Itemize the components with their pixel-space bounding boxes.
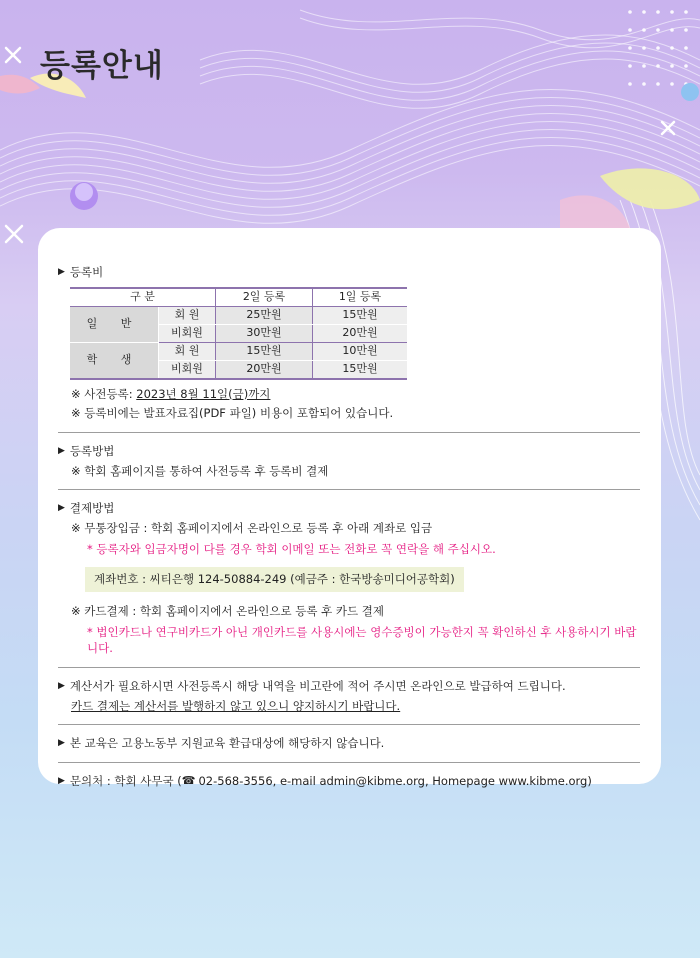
bank-transfer-note: ※ 무통장입금 : 학회 홈페이지에서 온라인으로 등록 후 아래 계좌로 입금 — [71, 521, 433, 536]
fee-heading: 등록비 — [69, 265, 104, 279]
row-type: 비회원 — [159, 324, 216, 342]
triangle-bullet-icon: ▶ — [58, 445, 65, 456]
triangle-bullet-icon: ▶ — [58, 738, 65, 749]
fee-table-header — [70, 288, 407, 307]
row-type: 비회원 — [159, 360, 216, 379]
fee-includes-note: ※ 등록비에는 발표자료집(PDF 파일) 비용이 포함되어 있습니다. — [71, 406, 394, 421]
pre-registration-label: ※ 사전등록: — [71, 386, 137, 401]
card-payment-note: ※ 카드결제 : 학회 홈페이지에서 온라인으로 등록 후 카드 결제 — [71, 604, 385, 619]
account-number-box: 계좌번호 : 씨티은행 124-50884-249 (예금주 : 한국방송미디어공학회) — [85, 567, 464, 592]
price-one-day: 10만원 — [313, 342, 408, 360]
triangle-bullet-icon: ▶ — [58, 503, 65, 514]
triangle-bullet-icon: ▶ — [58, 680, 65, 691]
divider — [58, 762, 640, 763]
education-line — [58, 735, 640, 752]
contact-prefix: 문의처 : 학회 사무국 ( — [69, 774, 182, 789]
price-two-day: 30만원 — [216, 324, 313, 342]
phone-icon: ☎ — [181, 774, 196, 788]
invoice-line — [58, 678, 640, 695]
divider — [58, 489, 640, 490]
page-title: 등록안내 — [40, 48, 164, 84]
fee-section-heading — [58, 264, 640, 281]
price-one-day: 20만원 — [313, 324, 408, 342]
table-row — [70, 306, 407, 324]
price-two-day: 15만원 — [216, 342, 313, 360]
card-payment-warning: * 법인카드나 연구비카드가 아닌 개인카드를 사용시에는 영수증빙이 가능한지 꼭 확인하신 후 사용하시기 바랍니다. — [87, 624, 637, 656]
method-section-heading — [58, 443, 640, 460]
price-one-day: 15만원 — [313, 360, 408, 379]
table-row — [70, 342, 407, 360]
pre-registration-date: 2023년 8월 11일(금)까지 — [136, 386, 271, 401]
group-student: 학 생 — [70, 342, 159, 379]
bank-transfer-warning: * 등록자와 입금자명이 다를 경우 학회 이메일 또는 전화로 꼭 연락을 해 주십시오. — [87, 541, 496, 556]
price-one-day: 15만원 — [313, 306, 408, 324]
triangle-bullet-icon: ▶ — [58, 266, 65, 277]
group-general: 일 반 — [70, 306, 159, 342]
header-one-day: 1일 등록 — [313, 288, 408, 307]
divider — [58, 724, 640, 725]
contact-details: 02-568-3556, e-mail admin@kibme.org, Homepage www.kibme.org) — [198, 774, 592, 789]
fee-table — [70, 287, 407, 380]
price-two-day: 25만원 — [216, 306, 313, 324]
registration-info-card — [38, 228, 661, 789]
header-two-day: 2일 등록 — [216, 288, 313, 307]
card-content — [58, 264, 640, 790]
payment-heading: 결제방법 — [69, 501, 115, 516]
pre-registration-note — [58, 386, 640, 403]
invoice-card-note — [58, 698, 640, 715]
payment-section-heading — [58, 500, 640, 517]
education-text: 본 교육은 고용노동부 지원교육 환급대상에 해당하지 않습니다. — [69, 736, 385, 751]
price-two-day: 20만원 — [216, 360, 313, 379]
contact-line — [58, 773, 640, 790]
invoice-card-text: 카드 결제는 계산서를 발행하지 않고 있으니 양지하시기 바랍니다. — [71, 698, 401, 713]
row-type: 회 원 — [159, 342, 216, 360]
row-type: 회 원 — [159, 306, 216, 324]
divider — [58, 432, 640, 433]
invoice-text: 계산서가 필요하시면 사전등록시 해당 내역을 비고란에 적어 주시면 온라인으로 발급하여 드립니다. — [69, 679, 566, 694]
divider — [58, 667, 640, 668]
method-note: ※ 학회 홈페이지를 통하여 사전등록 후 등록비 결제 — [71, 463, 329, 478]
triangle-bullet-icon: ▶ — [58, 775, 65, 786]
method-heading: 등록방법 — [69, 444, 115, 459]
header-category: 구 분 — [70, 288, 216, 307]
